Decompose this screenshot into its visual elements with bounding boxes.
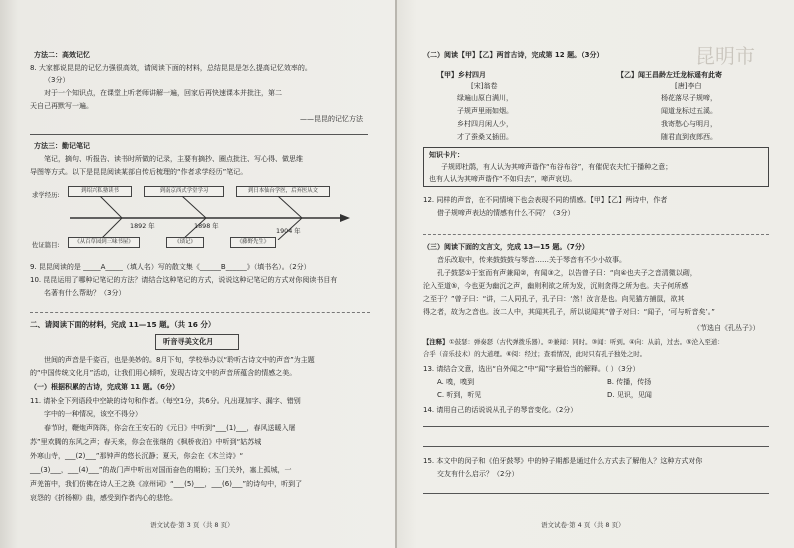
notes-line-2: 导图等方式。以下是昆昆阅读某部自传后梳理的“作者求学经历”笔记。: [30, 168, 248, 176]
poem-a-line-2: 子规声里雨如烟。: [457, 107, 513, 115]
method3-title: 方法三：勤记笔记: [34, 142, 90, 150]
answer-line: [30, 134, 368, 135]
q8-source: ——昆昆的记忆方法: [300, 115, 363, 123]
classical-line-4: 之至于？”曾子曰：“讲，二人同孔子，孔子曰：‘然！汝言是也。向见猫方捕鼠，欲其: [423, 295, 685, 303]
card-line-1: 子规即杜鹃，有人认为其啼声谐作“布谷布谷”，有催促农夫忙于播种之意；: [441, 163, 673, 171]
poem-a-title: 【甲】乡村四月: [437, 71, 486, 79]
q9: 9. 昆昆阅读的是 _____A_____（填人名）写的散文集《______B______》（填书名）。（2分）: [30, 263, 311, 271]
year-1898: 1898 年: [194, 222, 219, 230]
intro-line-1: 世间的声音是千姿百，也是美妙的。8月下旬，学校举办以“聆听古诗文中的声音”为主题: [44, 356, 315, 364]
classical-source: （节选自《孔丛子》）: [693, 324, 760, 332]
q11-line-8: 哀怨的《折杨柳》曲，感受到作者内心的悲怆。: [30, 494, 177, 502]
q13-option-a: A. 嗅，嗅到: [437, 378, 475, 386]
timeline-box-3: 到日本仙台学医，后弃医从文: [236, 186, 330, 197]
q15-line-2: 交友有什么启示？（2分）: [437, 470, 519, 478]
q8-line-4: 天自己再默写一遍。: [30, 102, 93, 110]
q8-line-2: （3分）: [44, 76, 70, 84]
q14: 14. 请用自己的话说说从孔子的琴音变化。（2分）: [423, 406, 578, 414]
q13-option-d: D. 见识，见闻: [607, 391, 652, 399]
answer-line-q14-b: [423, 446, 769, 447]
section2-title: 二、请阅读下面的材料，完成 11—15 题。（共 16 分）: [30, 320, 216, 329]
answer-line-q15: [423, 493, 769, 494]
q8-line-3: 对于一个知识点，在课堂上听老师讲解一遍，回家后再快速课本并批注，第二: [44, 89, 282, 97]
q11-line-5: 外寒山寺，___(2)___”那钟声的悠长沉静；夏天，你会在《木兰诗》“: [30, 452, 244, 460]
evidence-box-1: 《从百草园到三味书屋》: [68, 237, 140, 248]
card-line-2: 也有人认为其啼声谐作“不如归去”，啼声哀切。: [429, 175, 577, 183]
classical-line-3: 沦入至道⑤，今也更为幽沉之声，幽则利欲之所为发，沉则贪得之所为也。夫子何所感: [423, 282, 689, 290]
classical-line-1: 音乐改取中，传来鼓鼓鼓与琴音……关于琴音有不少小故事。: [437, 256, 626, 264]
q12-line-2: 借子规啼声表达的情感有什么不同？（3分）: [437, 209, 575, 217]
right-page: [397, 0, 794, 548]
notes-label: 【注释】: [423, 338, 449, 346]
poem-a-line-4: 才了蚕桑又插田。: [457, 133, 513, 141]
q11-line-2: 字中的一种情况，该空不得分）: [44, 410, 142, 418]
q11-line-7: 声羌笛中，我们仿佛在诗人王之涣《凉州词》“___(5)___，___(6)___”的诗句中，听到了: [30, 480, 303, 488]
classical-line-5: 得之者，故为之音也。汝二人中，其闻其孔子，所以说闻其”曾子对曰：“闻子，‘可与听音矣’。”: [423, 308, 715, 316]
method2-title: 方法二：高效记忆: [34, 51, 90, 59]
fishbone-lines: [40, 196, 360, 240]
evidence-box-3: 《藤野先生》: [230, 237, 276, 248]
timeline-box-2: 到南京西式学堂学习: [144, 186, 224, 197]
page-footer-4: 语文试卷·第 4 页（共 8 页）: [541, 521, 625, 529]
poem-b-line-2: 闻道龙标过五溪。: [661, 107, 717, 115]
timeline-row1-label: 求学经历:: [32, 191, 60, 199]
watermark-stamp: 昆明市: [695, 44, 755, 68]
poem-a-line-1: 绿遍山原白满川，: [457, 94, 513, 102]
classical-line-2: 孔子鼓瑟①于室而有声兼闻②，有闻③之，以告曾子曰：“向④也夫子之音清微以砌，: [437, 269, 697, 277]
poem-a-line-3: 乡村四月闲人少，: [457, 120, 513, 128]
evidence-box-2: 《琐记》: [166, 237, 204, 248]
section-divider-right: [423, 234, 769, 235]
q10-line-1: 10. 昆昆运用了哪种记笔记的方法？请结合这种笔记的方式，说说这种记笔记的方式对你阅读书目有: [30, 276, 338, 284]
q8-line-1: 8. 大家都说昆昆的记忆力强很高效，请阅读下面的材料，总结昆昆是怎么提高记忆效率的。: [30, 64, 312, 72]
q13-option-b: B. 传播，传扬: [607, 378, 652, 386]
answer-line-q14-a: [423, 426, 769, 427]
poem-a-author: [宋]翁卷: [471, 82, 498, 90]
poem-b-line-4: 随君直到夜郎西。: [661, 133, 717, 141]
year-1892: 1892 年: [130, 222, 155, 230]
q13-option-c: C. 听到，听见: [437, 391, 482, 399]
q11-line-4: 苏”里欢腾的东风之声；春天来，你会在张继的《枫桥夜泊》中听到“姑苏城: [30, 438, 262, 446]
q11-line-1: 11. 请补全下列语段中空缺的诗句和作者。（每空1分，共6分。凡出现加字、漏字、错别: [30, 397, 301, 405]
sub3-title: （三）阅读下面的文言文，完成 13—15 题。（7分）: [423, 243, 589, 251]
section-divider: [30, 312, 370, 313]
timeline-box-1: 到绍兴私塾读书: [68, 186, 132, 197]
card-title: 知识卡片：: [429, 151, 464, 159]
timeline-row2-label: 佐证篇目:: [32, 241, 60, 249]
q12-line-1: 12. 同样的声音，在不同情境下也会表现不同的情感。【甲】【乙】两诗中，作者: [423, 196, 668, 204]
q11-line-3: 春节时，鞭炮声阵阵，你会在王安石的《元日》中听到“___(1)___，春风送暖入屠: [44, 424, 296, 432]
poem-b-line-3: 我寄愁心与明月，: [661, 120, 717, 128]
q11-line-6: ___(3)___，___(4)___”的战门声中听出对国而奋色的期盼；玉门关外，塞上孤城，一: [30, 466, 292, 474]
intro-line-2: 的“中国传统文化月”活动，让我们用心倾听，发现古诗文中的声音所蕴含的情感之美。: [30, 369, 297, 377]
notes-line-2: 合乎（音乐技术）的大道理。⑥阅：经过；查看情况，此时只有孔子独处之时。: [423, 350, 647, 358]
sub2-title: （二）阅读【甲】【乙】两首古诗，完成第 12 题。（3分）: [423, 51, 604, 59]
poem-b-title: 【乙】闻王昌龄左迁龙标遥有此寄: [617, 71, 722, 79]
poem-b-line-1: 杨花落尽子规啼，: [661, 94, 717, 102]
notes-line-1: 笔记，摘句、听报告、读书时所做的记录，主要有摘抄、圈点批注、写心得、做思维: [44, 155, 303, 163]
year-1904: 1904 年: [276, 227, 301, 235]
q15-line-1: 15. 本文中的闵子和《伯牙鼓琴》中的钟子期都是通过什么方式去了解他人？这种方式对你: [423, 457, 703, 465]
page-footer-3: 语文试卷·第 3 页（共 8 页）: [150, 521, 234, 529]
q10-line-2: 名著有什么帮助？（3分）: [44, 289, 126, 297]
sub1-title: （一）根据积累的古诗，完成第 11 题。（6分）: [30, 383, 179, 391]
banner-text: 听音寻美文化月: [163, 337, 214, 346]
q13: 13. 请结合文意，选出“自外闻之”中“闻”字最恰当的解释。（ ）（3分）: [423, 365, 640, 373]
notes-line-1: ①鼓瑟：弹奏瑟（古代弹拨乐器）。②兼闻：同时。③闻：听到。④向：从前，过去。⑤沦入至道：: [449, 338, 724, 346]
poem-b-author: [唐]李白: [675, 82, 702, 90]
